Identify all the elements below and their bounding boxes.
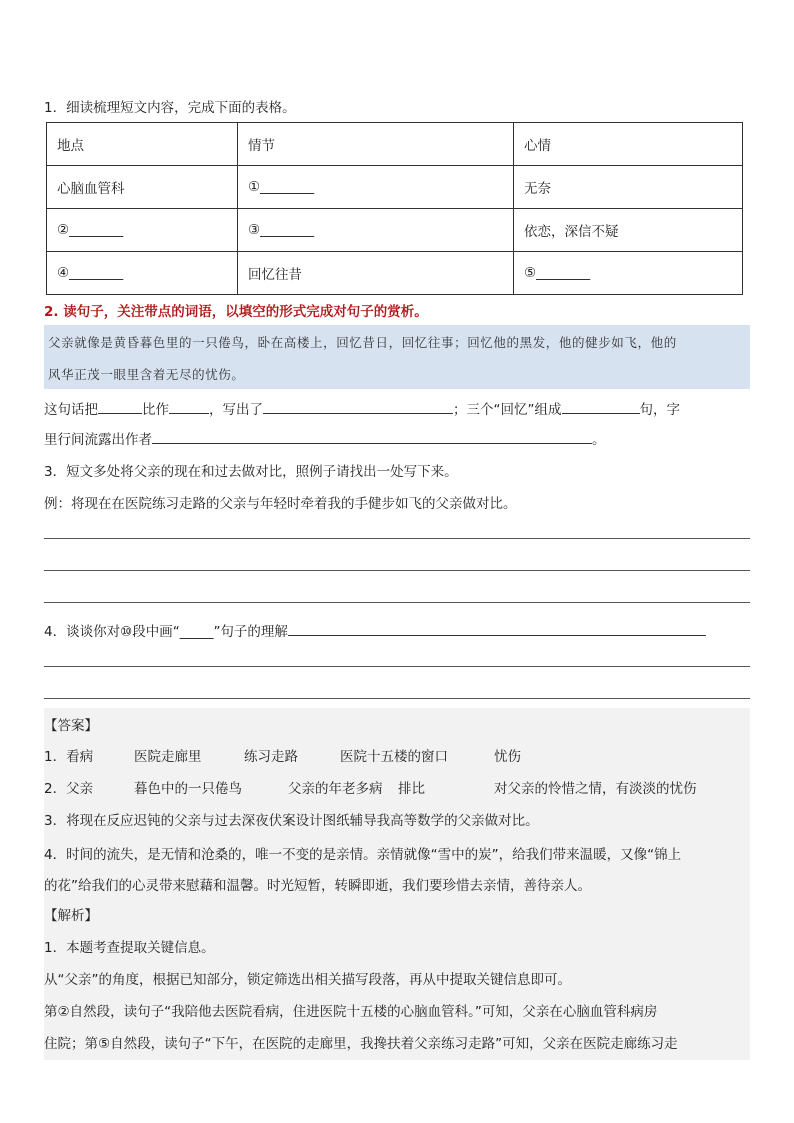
table-cell: 心脑血管科 [47,166,238,209]
table-header-cell: 情节 [238,123,514,166]
q2-fill-line-2 [44,428,606,448]
q4-title [44,620,750,640]
answer-line[interactable] [44,698,750,699]
fill-text: 里行间流露出作者 [44,432,152,448]
q3-title: 3．短文多处将父亲的现在和过去做对比，照例子请找出一处写下来。 [44,464,458,480]
table-row [47,166,743,209]
table-cell[interactable]: ⑤________ [514,252,743,295]
q3-example: 例：将现在在医院练习走路的父亲与年轻时牵着我的手健步如飞的父亲做对比。 [44,496,517,512]
analysis-line: 从“父亲”的角度，根据已知部分，锁定筛选出相关描写段落，再从中提取关键信息即可。 [44,972,571,988]
fill-text: 句，字 [639,402,680,418]
answer-item: 医院走廊里 [134,749,202,765]
quote-box [44,325,750,389]
fill-text: 比作 [142,402,169,418]
table-cell: 回忆往昔 [238,252,514,295]
analysis-heading: 【解析】 [44,908,98,924]
answer-3: 3．将现在反应迟钝的父亲与过去深夜伏案设计图纸辅导我高等数学的父亲做对比。 [44,813,539,829]
quote-line: 父亲就像是黄昏暮色里的一只倦鸟，卧在高楼上，回忆昔日，回忆往事；回忆他的黑发，他的健步如飞，他的 [48,335,677,350]
answer-line[interactable] [44,602,750,603]
table-header-cell: 地点 [47,123,238,166]
blank-field[interactable] [169,399,209,414]
analysis-line: 1．本题考查提取关键信息。 [44,940,215,956]
table-row [47,209,743,252]
blank-field[interactable] [98,399,142,414]
q4-text: 4．谈谈你对⑩段中画“ [44,624,180,640]
summary-table [46,122,743,295]
answer-item: 医院十五楼的窗口 [340,749,448,765]
table-header-row [47,123,743,166]
answer-item: 排比 [398,781,425,797]
answer-item: 对父亲的怜惜之情，有淡淡的忧伤 [494,781,697,797]
blank-field[interactable] [562,399,640,414]
table-row [47,252,743,295]
answer-line[interactable] [44,570,750,571]
q2-fill-line-1 [44,398,680,418]
quote-line: 风华正茂一眼里含着无尽的忧伤。 [48,367,245,382]
answer-item: 练习走路 [244,749,298,765]
answer-item: 2．父亲 [44,781,94,797]
q2-title: 2. 读句子，关注带点的词语，以填空的形式完成对句子的赏析。 [44,304,428,320]
table-cell[interactable]: ④________ [47,252,238,295]
q4-underline-mark: _____ [179,624,214,640]
answer-item: 父亲的年老多病 [288,781,383,797]
analysis-line: 住院；第⑤自然段，读句子“下午，在医院的走廊里，我搀扶着父亲练习走路”可知，父亲在医院走廊练习走 [44,1036,678,1052]
q1-title: 1．细读梳理短文内容，完成下面的表格。 [44,100,296,116]
table-cell: 依恋，深信不疑 [514,209,743,252]
answer-line[interactable] [44,666,750,667]
table-cell[interactable]: ③________ [238,209,514,252]
table-cell: 无奈 [514,166,743,209]
answer-2 [44,777,697,797]
blank-field[interactable] [152,429,592,444]
fill-text: 这句话把 [44,402,98,418]
table-header-cell: 心情 [514,123,743,166]
answer-item: 1．看病 [44,749,94,765]
table-cell[interactable]: ②________ [47,209,238,252]
fill-text: 。 [592,432,606,448]
blank-field[interactable] [263,399,453,414]
q4-text: ”句子的理解 [213,624,288,640]
answer-item: 忧伤 [494,749,521,765]
analysis-line: 第②自然段，读句子“我陪他去医院看病，住进医院十五楼的心脑血管科。”可知，父亲在心脑血管科病房 [44,1004,658,1020]
answer-heading: 【答案】 [44,718,98,734]
answer-1 [44,745,521,765]
fill-text: ，写出了 [209,402,263,418]
answer-item: 暮色中的一只倦鸟 [134,781,242,797]
blank-field[interactable] [288,621,706,636]
answer-4-line-1: 4．时间的流失，是无情和沧桑的，唯一不变的是亲情。亲情就像“雪中的炭”，给我们带来温暖，又像“锦上 [44,847,682,863]
answer-4-line-2: 的花”给我们的心灵带来慰藉和温馨。时光短暂，转瞬即逝，我们要珍惜去亲情，善待亲人。 [44,878,591,894]
fill-text: ；三个“回忆”组成 [453,402,562,418]
answer-line[interactable] [44,538,750,539]
table-cell[interactable]: ①________ [238,166,514,209]
